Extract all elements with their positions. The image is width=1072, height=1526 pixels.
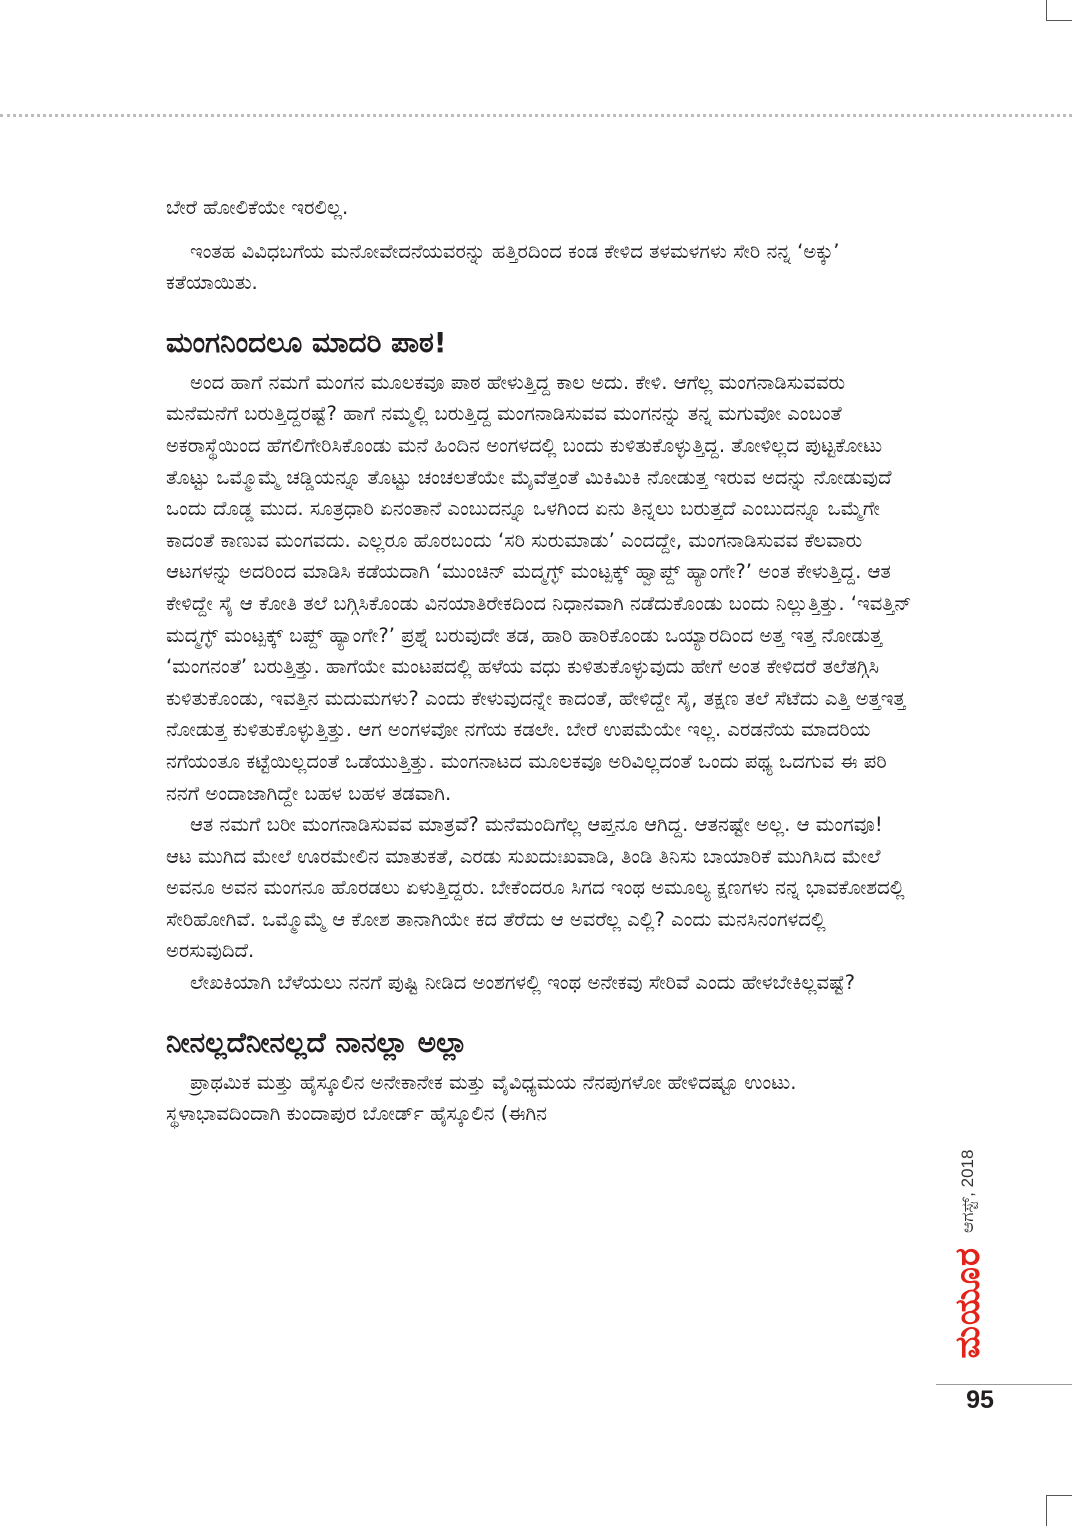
magazine-side-label [940,1118,996,1390]
issue-date: ಆಗಸ್ಟ್, 2018 [958,1149,977,1234]
paragraph: ಆತ ನಮಗೆ ಬರೀ ಮಂಗನಾಡಿಸುವವ ಮಾತ್ರವೆ? ಮನೆಮಂದಿಗೆಲ್ಲ ಆಪ್ತನೂ ಆಗಿದ್ದ. ಆತನಷ್ಟೇ ಅಲ್ಲ. ಆ ಮಂಗವೂ! ಆಟ ಮುಗಿದ ಮೇಲೆ ಊರಮೇಲಿನ ಮಾತುಕತೆ, ಎರಡು ಸುಖದುಃಖವಾಡಿ, ತಿಂಡಿ ತಿನಿಸು ಬಾಯಾರಿಕೆ ಮುಗಿಸಿದ ಮೇಲೆ ಅವನೂ ಅವನ ಮಂಗನೂ ಹೊರಡಲು ಏಳುತ್ತಿದ್ದರು. ಬೇಕೆಂದರೂ ಸಿಗದ ಇಂಥ ಅಮೂಲ್ಯ ಕ್ಷಣಗಳು ನನ್ನ ಭಾವಕೋಶದಲ್ಲಿ ಸೇರಿಹೋಗಿವೆ. ಒಮ್ಮೊಮ್ಮೆ ಆ ಕೋಶ ತಾನಾಗಿಯೇ ಕದ ತೆರೆದು ಆ ಅವರೆಲ್ಲ ಎಲ್ಲಿ? ಎಂದು ಮನಸಿನಂಗಳದಲ್ಲಿ ಅರಸುವುದಿದೆ. [166,813,905,963]
paragraph: ಇಂತಹ ವಿವಿಧಬಗೆಯ ಮನೋವೇದನೆಯವರನ್ನು ಹತ್ತಿರದಿಂದ ಕಂಡ ಕೇಳಿದ ತಳಮಳಗಳು ಸೇರಿ ನನ್ನ ‘ಅಕ್ಕು’ ಕತೆಯಾಯಿತು. [166,239,840,295]
section-heading: ನೀನಲ್ಲದೆನೀನಲ್ಲದೆ ನಾನಲ್ಲಾ ಅಲ್ಲಾ [166,1025,468,1059]
dotted-separator [0,114,1072,117]
paragraph: ಪ್ರಾಥಮಿಕ ಮತ್ತು ಹೈಸ್ಕೂಲಿನ ಅನೇಕಾನೇಕ ಮತ್ತು ವೈವಿಧ್ಯಮಯ ನೆನಪುಗಳೋ ಹೇಳಿದಷ್ಟೂ ಉಂಟು. ಸ್ಥಳಾಭಾವದಿಂದಾಗಿ ಕುಂದಾಪುರ ಬೋರ್ಡ್ ಹೈಸ್ಕೂಲಿನ (ಈಗಿನ [166,1070,797,1126]
paragraph: ಬೇರೆ ಹೋಲಿಕೆಯೇ ಇರಲಿಲ್ಲ. [166,196,349,219]
paragraph: ಲೇಖಕಿಯಾಗಿ ಬೆಳೆಯಲು ನನಗೆ ಪುಷ್ಟಿ ನೀಡಿದ ಅಂಶಗಳಲ್ಲಿ ಇಂಥ ಅನೇಕವು ಸೇರಿವೆ ಎಂದು ಹೇಳಬೇಕಿಲ್ಲವಷ್ಟೆ? [190,971,856,995]
page-number: 95 [966,1386,994,1414]
page-number-rule [936,1384,1072,1385]
section-heading: ಮಂಗನಿಂದಲೂ ಮಾದರಿ ಪಾಠ! [166,325,447,359]
paragraph: ಅಂದ ಹಾಗೆ ನಮಗೆ ಮಂಗನ ಮೂಲಕವೂ ಪಾಠ ಹೇಳುತ್ತಿದ್ದ ಕಾಲ ಅದು. ಕೇಳಿ. ಆಗೆಲ್ಲ ಮಂಗನಾಡಿಸುವವರು ಮನೆಮನೆಗೆ ಬರುತ್ತಿದ್ದರಷ್ಟೆ? ಹಾಗೆ ನಮ್ಮಲ್ಲಿ ಬರುತ್ತಿದ್ದ ಮಂಗನಾಡಿಸುವವ ಮಂಗನನ್ನು ತನ್ನ ಮಗುವೋ ಎಂಬಂತೆ ಅಕರಾಸ್ಥೆಯಿಂದ ಹೆಗಲಿಗೇರಿಸಿಕೊಂಡು ಮನೆ ಹಿಂದಿನ ಅಂಗಳದಲ್ಲಿ ಬಂದು ಕುಳಿತುಕೊಳ್ಳುತ್ತಿದ್ದ. ತೋಳಿಲ್ಲದ ಪುಟ್ಟಕೋಟು ತೊಟ್ಟು ಒಮ್ಮೊಮ್ಮೆ ಚಡ್ಡಿಯನ್ನೂ ತೊಟ್ಟು ಚಂಚಲತೆಯೇ ಮೈವೆತ್ತಂತೆ ಮಿಕಿಮಿಕಿ ನೋಡುತ್ತ ಇರುವ ಅದನ್ನು ನೋಡುವುದೆ ಒಂದು ದೊಡ್ಡ ಮುದ. ಸೂತ್ರಧಾರಿ ಏನಂತಾನೆ ಎಂಬುದನ್ನೂ ಒಳಗಿಂದ ಏನು ತಿನ್ನಲು ಬರುತ್ತದೆ ಎಂಬುದನ್ನೂ ಒಮ್ಮೆಗೇ ಕಾದಂತೆ ಕಾಣುವ ಮಂಗವದು. ಎಲ್ಲರೂ ಹೊರಬಂದು ‘ಸರಿ ಸುರುಮಾಡು’ ಎಂದದ್ದೇ, ಮಂಗನಾಡಿಸುವವ ಕೆಲವಾರು ಆಟಗಳನ್ನು ಅದರಿಂದ ಮಾಡಿಸಿ ಕಡೆಯದಾಗಿ ‘ಮುಂಚಿನ್ ಮದ್ಮಗ್ಳ್ ಮಂಟ್ಪಕ್ಕ್ ಹ್ವಾಪ್ದ್ ಹ್ಯಾಂಗೇ?’ ಅಂತ ಕೇಳುತ್ತಿದ್ದ. ಆತ ಕೇಳಿದ್ದೇ ಸೈ ಆ ಕೋತಿ ತಲೆ ಬಗ್ಗಿಸಿಕೊಂಡು ವಿನಯಾತಿರೇಕದಿಂದ ನಿಧಾನವಾಗಿ ನಡೆದುಕೊಂಡು ಬಂದು ನಿಲ್ಲುತ್ತಿತ್ತು. ‘ಇವತ್ತಿನ್ ಮದ್ಮಗ್ಳ್ ಮಂಟ್ಪಕ್ಕ್ ಬಪ್ದ್ ಹ್ಯಾಂಗೇ?’ ಪ್ರಶ್ನೆ ಬರುವುದೇ ತಡ, ಹಾರಿ ಹಾರಿಕೊಂಡು ಒಯ್ಯಾರದಿಂದ ಅತ್ತ ಇತ್ತ ನೋಡುತ್ತ ‘ಮಂಗನಂತೆ’ ಬರುತ್ತಿತ್ತು. ಹಾಗೆಯೇ ಮಂಟಪದಲ್ಲಿ ಹಳೆಯ ವಧು ಕುಳಿತುಕೊಳ್ಳುವುದು ಹೇಗೆ ಅಂತ ಕೇಳಿದರೆ ತಲೆತಗ್ಗಿಸಿ ಕುಳಿತುಕೊಂಡು, ಇವತ್ತಿನ ಮದುಮಗಳು? ಎಂದು ಕೇಳುವುದನ್ನೇ ಕಾದಂತೆ, ಹೇಳಿದ್ದೇ ಸೈ, ತಕ್ಷಣ ತಲೆ ಸೆಟೆದು ಎತ್ತಿ ಅತ್ತಇತ್ತ ನೋಡುತ್ತ ಕುಳಿತುಕೊಳ್ಳುತ್ತಿತ್ತು. ಆಗ ಅಂಗಳವೋ ನಗೆಯ ಕಡಲೇ. ಬೇರೆ ಉಪಮೆಯೇ ಇಲ್ಲ. ಎರಡನೆಯ ಮಾದರಿಯ ನಗೆಯಂತೂ ಕಟ್ಟೆಯಿಲ್ಲದಂತೆ ಒಡೆಯುತ್ತಿತ್ತು. ಮಂಗನಾಟದ ಮೂಲಕವೂ ಅರಿವಿಲ್ಲದಂತೆ ಒಂದು ಪಥ್ಯ ಒದಗುವ ಈ ಪರಿ ನನಗೆ ಅಂದಾಜಾಗಿದ್ದೇ ಬಹಳ ಬಹಳ ತಡವಾಗಿ. [166,370,912,805]
crop-mark-top-right [1046,0,1072,21]
article-body [166,192,914,1130]
magazine-logo: ಮಯೂರ [948,1247,988,1359]
crop-mark-bottom-right [1046,1495,1072,1526]
